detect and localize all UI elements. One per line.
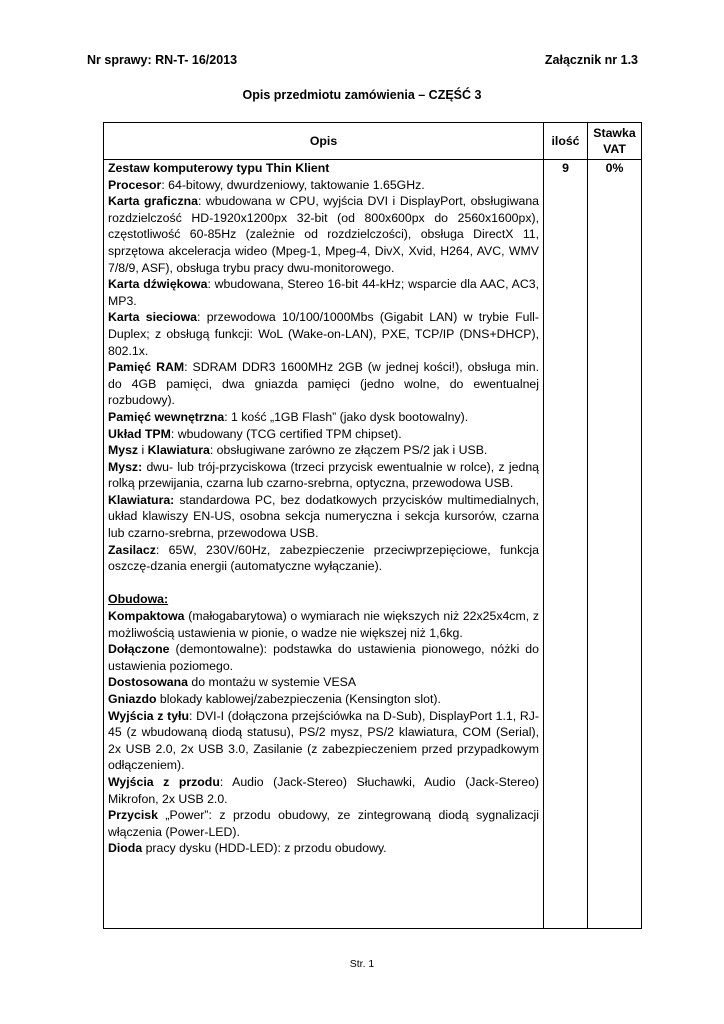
- spec-text: : przewodowa 10/100/1000Mbs (Gigabit LAN) w trybie Full-Duplex; z obsługą funkcji: WoL (Wake-on-LAN), PXE, TCP/IP (DNS+DHCP), 802.1x.: [108, 310, 540, 358]
- description-cell: [104, 160, 544, 929]
- spec-label: Klawiatura:: [108, 492, 175, 507]
- spec-label: Mysz:: [108, 459, 143, 474]
- spec-label: Gniazdo: [108, 692, 157, 706]
- specification-table: [103, 122, 642, 929]
- spec-item: [108, 177, 539, 194]
- spec-text: standardowa PC, bez dodatkowych przycisków multimedialnych, układ klawiszy EN-US, osobna sekcja numeryczna i sekcja kursorów, czarna lub czarno-srebrna, przewodowa USB.: [108, 492, 539, 541]
- spec-text: dwu- lub trój-przyciskowa (trzeci przycisk ewentualnie w rolce), z jedną rolką przewijania, czarna lub czarno-srebrna, optyczna, przewodowa USB.: [108, 459, 539, 491]
- spec-text: do montażu w systemie VESA: [187, 675, 357, 690]
- quantity-cell: 9: [544, 160, 588, 929]
- attachment-number: Załącznik nr 1.3: [544, 53, 638, 67]
- spec-label: Karta sieciowa: [108, 310, 197, 325]
- spec-item: [108, 409, 539, 426]
- housing-item: [108, 691, 539, 708]
- spec-text: : SDRAM DDR3 1600MHz 2GB (w jednej kości!), obsługa min. do 4GB pamięci, dwa gniazda pamięci (jedno wolne, do ewentualnej rozbudowy).: [108, 360, 539, 408]
- spec-item: [108, 426, 539, 443]
- spec-label: Procesor: [108, 177, 162, 192]
- housing-item: [108, 674, 539, 691]
- spec-label: Dostosowana: [108, 675, 188, 690]
- spec-text: blokady kablowej/zabezpieczenia (Kensington slot).: [156, 692, 441, 706]
- product-title: Zestaw komputerowy typu Thin Klient: [108, 161, 330, 175]
- spec-text: „Power”: z przodu obudowy, ze zintegrowaną diodą sygnalizacji włączenia (Power-LED).: [108, 808, 539, 839]
- spec-label: Dioda: [108, 841, 143, 856]
- spec-text: : obsługiwane zarówno ze złączem PS/2 jak i USB.: [209, 443, 488, 458]
- vat-cell: 0%: [588, 160, 642, 929]
- spec-label: Dołączone: [108, 642, 170, 657]
- spec-item: [108, 359, 539, 409]
- document-title: Opis przedmiotu zamówienia – CZĘŚĆ 3: [242, 88, 482, 102]
- spec-item: [108, 276, 539, 309]
- paragraph-gap: [108, 575, 539, 592]
- spec-item: [108, 442, 539, 459]
- spec-text: : wbudowana, Stereo 16-bit 44-kHz; wsparcie dla AAC, AC3, MP3.: [108, 277, 539, 308]
- column-header-quantity: ilość: [544, 123, 588, 160]
- spec-item: [108, 193, 539, 276]
- spec-text: i: [138, 443, 148, 458]
- spec-item: [108, 492, 539, 542]
- column-header-vat: Stawka VAT: [588, 123, 642, 160]
- spec-text: : 65W, 230V/60Hz, zabezpieczenie przeciwprzepięciowe, funkcja oszczę-dzania energii (automatyczne wyłączanie).: [108, 542, 539, 574]
- spec-item: [108, 459, 539, 492]
- spec-label: Karta dźwiękowa: [108, 277, 208, 292]
- spec-label: Karta graficzna: [108, 194, 198, 209]
- spec-label: Pamięć wewnętrzna: [108, 409, 225, 424]
- spec-text: : wbudowany (TCG certified TPM chipset).: [170, 426, 402, 441]
- spec-label: Wyjścia z tyłu: [108, 708, 189, 723]
- spec-text: pracy dysku (HDD-LED): z przodu obudowy.: [142, 841, 387, 856]
- housing-item: [108, 840, 539, 857]
- spec-text: : 64-bitowy, dwurdzeniowy, taktowanie 1.65GHz.: [161, 177, 425, 192]
- spec-label: Wyjścia z przodu: [108, 774, 220, 789]
- spec-label: Układ TPM: [108, 426, 171, 441]
- housing-heading: Obudowa:: [108, 592, 169, 607]
- spec-label: Kompaktowa: [108, 609, 185, 624]
- spec-label: Klawiatura: [147, 443, 210, 458]
- page-number: Str. 1: [349, 958, 375, 970]
- case-number: Nr sprawy: RN-T- 16/2013: [87, 53, 238, 67]
- spec-text: : wbudowana w CPU, wyjścia DVI i DisplayPort, obsługiwana rozdzielczość HD-1920x1200px 32-bit (od 800x600px do 2560x1600px), częstotliwość 60-85Hz (zależnie od rozdzielczości), obsługa DirectX 11, sprzętowa akceleracja wideo (Mpeg-1, Mpeg-4, DivX, Xvid, H264, AVC, WMV 7/8/9, ASF), obsługa trybu pracy dwu-monitorowego.: [108, 194, 539, 275]
- spec-label: Mysz: [108, 443, 139, 458]
- spec-item: [108, 542, 539, 575]
- housing-item: [108, 641, 539, 674]
- table-header-row: [104, 123, 642, 160]
- spec-text: (demontowalne): podstawka do ustawienia pionowego, nóżki do ustawienia poziomego.: [108, 642, 539, 673]
- housing-item: [108, 807, 539, 840]
- housing-item: [108, 608, 539, 641]
- spec-text: : DVI-I (dołączona przejściówka na D-Sub), DisplayPort 1.1, RJ-45 (z wbudowaną diodą statusu), PS/2 mysz, PS/2 klawiatura, COM (Serial), 2x USB 2.0, 2x USB 3.0, Zasilanie (z zabezpieczeniem przed przypadkowym odłączeniem).: [108, 708, 539, 773]
- spec-label: Pamięć RAM: [108, 360, 185, 375]
- housing-item: [108, 774, 539, 807]
- table-row: [104, 160, 642, 929]
- spec-label: Zasilacz: [108, 542, 156, 557]
- spec-text: : Audio (Jack-Stereo) Słuchawki, Audio (Jack-Stereo) Mikrofon, 2x USB 2.0.: [108, 774, 539, 806]
- column-header-description: Opis: [104, 123, 544, 160]
- spec-text: (małogabarytowa) o wymiarach nie większych niż 22x25x4cm, z możliwością ustawienia w pionie, o wadze nie większej niż 1,6kg.: [108, 609, 539, 640]
- spec-item: [108, 309, 539, 359]
- spec-label: Przycisk: [108, 808, 158, 823]
- housing-item: [108, 708, 539, 774]
- spec-text: : 1 kość „1GB Flash” (jako dysk bootowalny).: [224, 409, 469, 424]
